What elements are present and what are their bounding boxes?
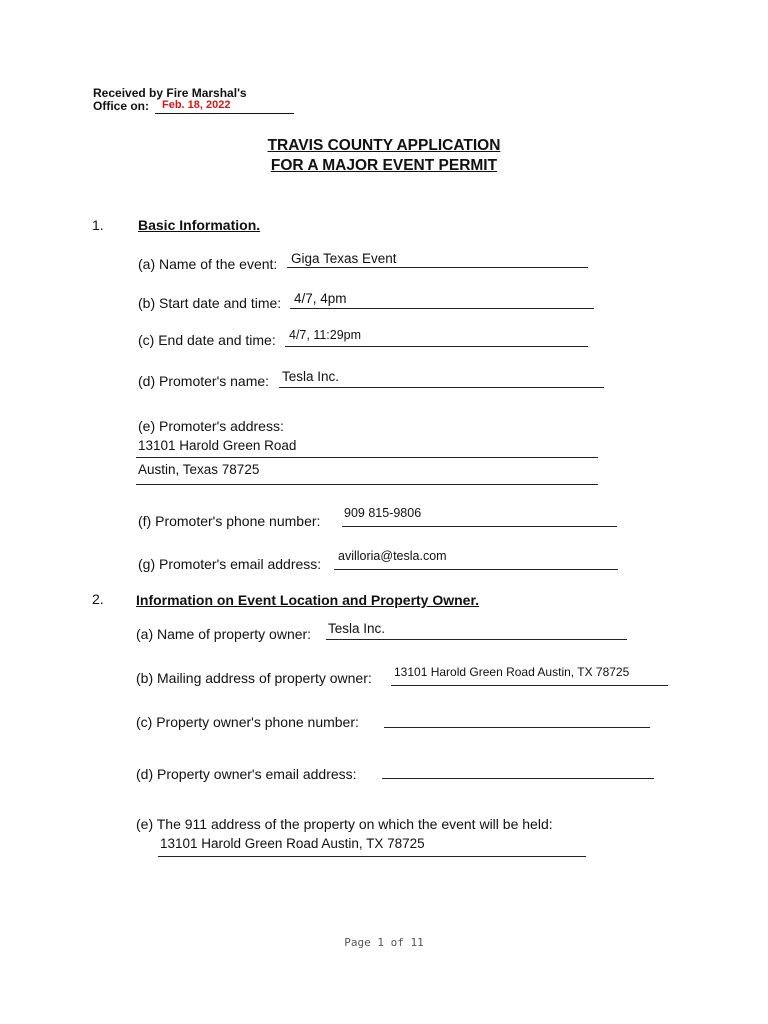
promoter-phone-line — [342, 526, 617, 527]
office-on-label: Office on: — [93, 99, 149, 113]
page-number: Page 1 of 11 — [344, 936, 424, 949]
promoter-address-line2[interactable]: Austin, Texas 78725 — [138, 462, 260, 477]
owner-mailing-label: (b) Mailing address of property owner: — [136, 670, 372, 686]
start-date-label: (b) Start date and time: — [138, 295, 282, 311]
section1-heading: Basic Information. — [138, 217, 261, 233]
owner-phone-label: (c) Property owner's phone number: — [136, 714, 359, 730]
end-date-line — [285, 346, 588, 347]
promoter-name-value[interactable]: Tesla Inc. — [282, 369, 340, 384]
promoter-name-line — [279, 387, 604, 388]
section2-number: 2. — [92, 591, 104, 607]
promoter-address-label: (e) Promoter's address: — [138, 418, 284, 434]
owner-email-line — [382, 778, 654, 779]
owner-name-label: (a) Name of property owner: — [136, 626, 312, 642]
promoter-email-line — [334, 569, 618, 570]
received-label: Received by Fire Marshal's — [93, 86, 247, 100]
section2-heading: Information on Event Location and Property Owner. — [136, 592, 480, 608]
event-name-label: (a) Name of the event: — [138, 256, 278, 272]
owner-name-line — [326, 639, 627, 640]
form-title-line1: TRAVIS COUNTY APPLICATION — [267, 137, 501, 154]
promoter-address-line1[interactable]: 13101 Harold Green Road — [138, 438, 297, 453]
promoter-email-label: (g) Promoter's email address: — [138, 556, 322, 572]
end-date-value[interactable]: 4/7, 11:29pm — [289, 328, 362, 342]
event-property-address-value[interactable]: 13101 Harold Green Road Austin, TX 78725 — [160, 836, 425, 851]
promoter-address-line1-rule — [136, 457, 598, 458]
promoter-phone-label: (f) Promoter's phone number: — [138, 513, 321, 529]
owner-mailing-value[interactable]: 13101 Harold Green Road Austin, TX 78725 — [394, 665, 630, 679]
start-date-value[interactable]: 4/7, 4pm — [294, 291, 347, 306]
owner-phone-line — [384, 727, 650, 728]
promoter-phone-value[interactable]: 909 815-9806 — [344, 506, 422, 520]
event-property-address-line — [158, 856, 586, 857]
form-title-line2: FOR A MAJOR EVENT PERMIT — [270, 157, 498, 174]
promoter-name-label: (d) Promoter's name: — [138, 373, 270, 389]
received-date-line — [155, 113, 294, 114]
received-date-stamp: Feb. 18, 2022 — [162, 99, 231, 111]
promoter-address-line2-rule — [136, 484, 598, 485]
section1-number: 1. — [92, 217, 104, 233]
owner-name-value[interactable]: Tesla Inc. — [328, 621, 386, 636]
event-name-line — [287, 267, 588, 268]
start-date-line — [290, 308, 594, 309]
event-name-value[interactable]: Giga Texas Event — [291, 251, 397, 266]
owner-email-label: (d) Property owner's email address: — [136, 766, 357, 782]
end-date-label: (c) End date and time: — [138, 332, 276, 348]
event-property-address-label: (e) The 911 address of the property on which the event will be held: — [136, 816, 553, 832]
owner-mailing-line — [391, 685, 668, 686]
promoter-email-value[interactable]: avilloria@tesla.com — [338, 549, 447, 563]
